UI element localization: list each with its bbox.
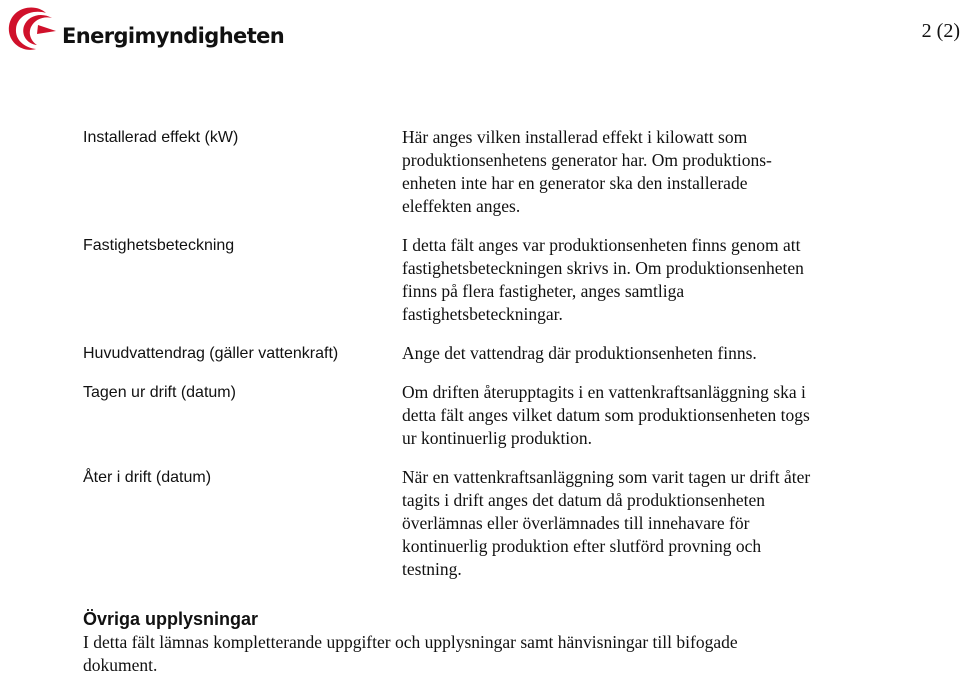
page-number: 2 (2) [921,20,960,42]
field-label: Åter i drift (datum) [83,469,212,486]
header-logo [6,4,284,54]
energimyndigheten-swirl-logo-icon [6,4,58,54]
brand-name: Energimyndigheten [62,24,285,48]
other-info-text: I detta fält lämnas kompletterande uppgifter och upplysningar samt hänvisningar till bifogade dokument. [83,632,738,675]
field-description: Om driften återupptagits i en vattenkraftsanläggning ska i detta fält anges vilket datum som produktionsenheten togs ur kontinuerlig produktion. [402,382,810,448]
field-label: Installerad effekt (kW) [83,129,239,146]
field-description: I detta fält anges var produktionsenheten finns genom att fastighetsbeteckningen skrivs in. Om produktionsenheten finns på flera fastigheter, anges samtliga fastighetsbeteckningar. [402,235,804,324]
field-description: Ange det vattendrag där produktionsenheten finns. [402,343,757,363]
field-label: Huvudvattendrag (gäller vattenkraft) [83,345,339,362]
field-description: Här anges vilken installerad effekt i kilowatt som produktionsenhetens generator har. Om produktions- enheten inte har en generator ska den installerade eleffekten anges. [402,127,772,216]
field-label: Tagen ur drift (datum) [83,384,236,401]
field-description: När en vattenkraftsanläggning som varit tagen ur drift åter tagits i drift anges det datum då produktionsenheten överlämnas eller överlämnades till innehavare för kontinuerlig produktion efter slutförd provning och testning. [402,467,811,579]
other-info-heading: Övriga upplysningar [83,609,259,629]
field-label: Fastighetsbeteckning [83,237,235,254]
